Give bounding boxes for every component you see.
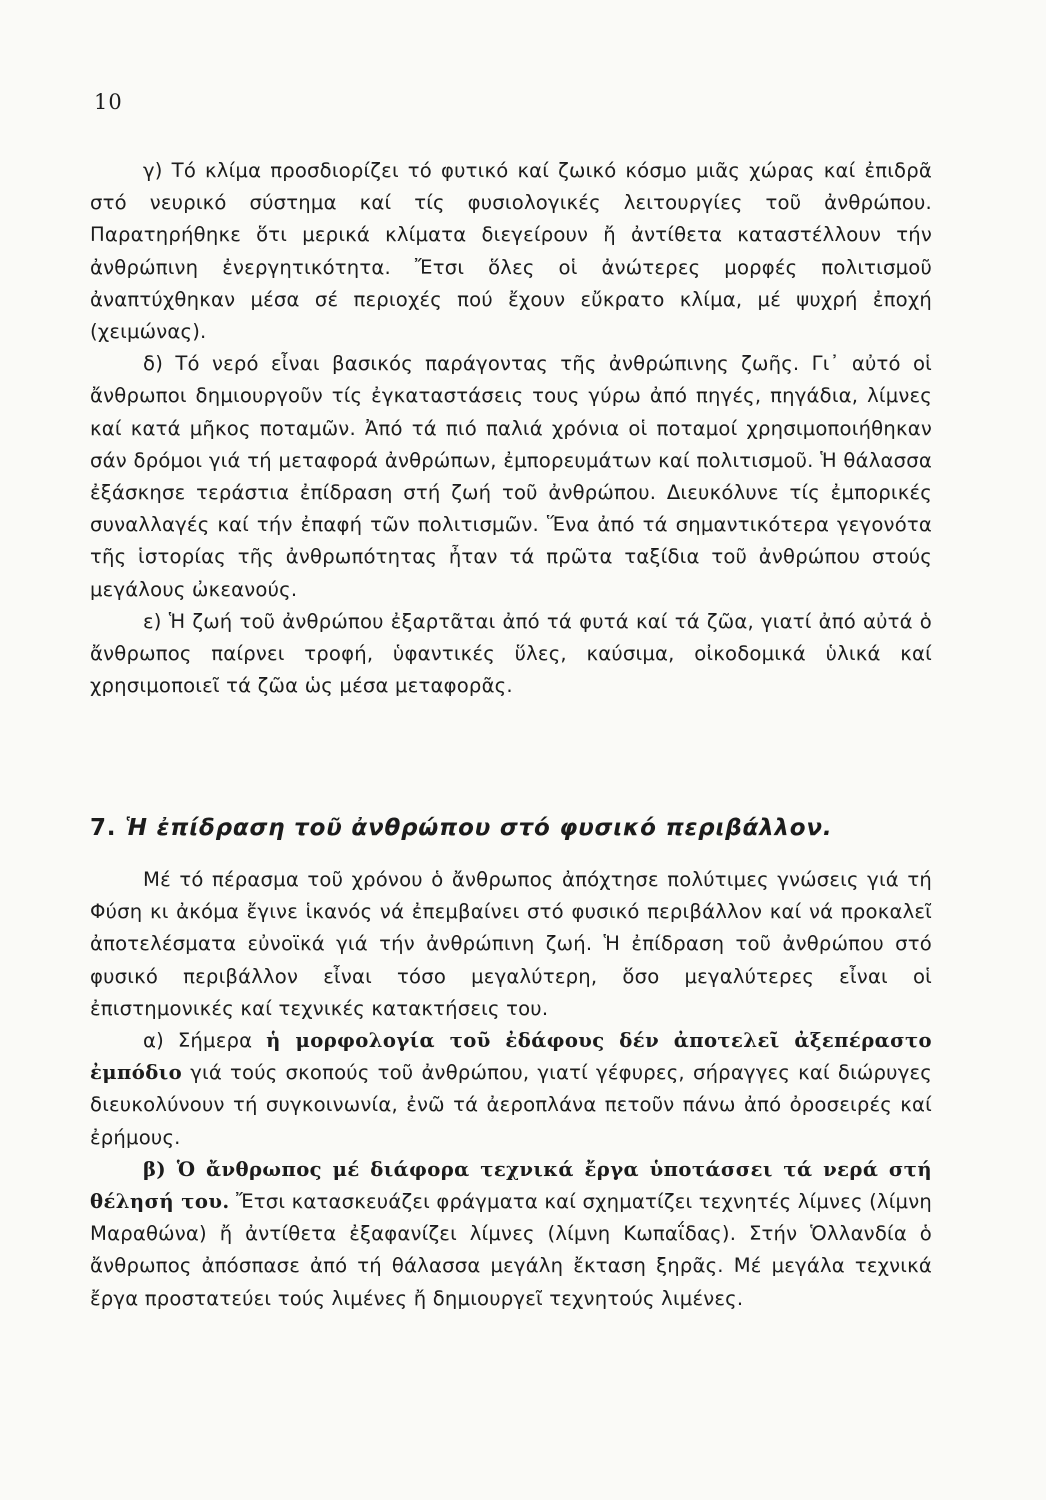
paragraph-water: δ) Τό νερό εἶναι βασικός παράγοντας τῆς ἀνθρώπινης ζωῆς. Γι᾽ αὐτό οἱ ἄνθρωποι δημιουργοῦν τίς ἐγκαταστάσεις τους γύρω ἀπό πηγές, πηγάδια, λίμνες καί κατά μῆκος ποταμῶν. Ἀπό τά πιό παλιά χρόνια οἱ ποταμοί χρησιμοποιήθηκαν σάν δρόμοι γιά τή μεταφορά ἀνθρώπων, ἐμπορευμάτων καί πολιτισμοῦ. Ἡ θάλασσα ἐξάσκησε τεράστια ἐπίδραση στή ζωή τοῦ ἀνθρώπου. Διευκόλυνε τίς ἐμπορικές συναλλαγές καί τήν ἐπαφή τῶν πολιτισμῶν. Ἕνα ἀπό τά σημαντικότερα γεγονότα τῆς ἱστορίας τῆς ἀνθρωπότητας ἦταν τά πρῶτα ταξίδια τοῦ ἀνθρώπου στούς μεγάλους ὠκεανούς. (90, 352, 932, 601)
intro-paragraph: Μέ τό πέρασμα τοῦ χρόνου ὁ ἄνθρωπος ἀπόχτησε πολύτιμες γνώσεις γιά τή Φύση κι ἀκόμα ἔγινε ἱκανός νά ἐπεμβαίνει στό φυσικό περιβάλλον καί νά προκαλεῖ ἀποτελέσματα εὐνοϊκά γιά τήν ἀνθρώπινη ζωή. Ἡ ἐπίδραση τοῦ ἀνθρώπου στό φυσικό περιβάλλον εἶναι τόσο μεγαλύτερη, ὅσο μεγαλύτερες εἶναι οἱ ἐπιστημονικές καί τεχνικές κατακτήσεις του. (90, 868, 932, 1020)
point-a-paragraph (90, 1025, 932, 1154)
point-b-rest: Ἔτσι κατασκευάζει φράγματα καί σχηματίζει τεχνητές λίμνες (λίμνη Μαραθώνα) ἤ ἀντίθετα ἐξαφανίζει λίμνες (λίμνη Κωπαΐδας). Στήν Ὁλλανδία ὁ ἄνθρωπος ἀπόσπασε ἀπό τή θάλασσα μεγάλη ἔκταση ξηρᾶς. Μέ μεγάλα τεχνικά ἔργα προστατεύει τούς λιμένες ἤ δημιουργεῖ τεχνητούς λιμένες. (90, 1190, 932, 1310)
section-title: Ἡ ἐπίδραση τοῦ ἀνθρώπου στό φυσικό περιβάλλον. (125, 815, 833, 841)
paragraph-plants-animals: ε) Ἡ ζωή τοῦ ἀνθρώπου ἐξαρτᾶται ἀπό τά φυτά καί τά ζῶα, γιατί ἀπό αὐτά ὁ ἄνθρωπος παίρνει τροφή, ὑφαντικές ὕλες, καύσιμα, οἰκοδομικά ὑλικά καί χρησιμοποιεῖ τά ζῶα ὡς μέσα μεταφορᾶς. (90, 609, 932, 698)
page-number: 10 (94, 90, 123, 114)
point-a-rest: γιά τούς σκοπούς τοῦ ἀνθρώπου, γιατί γέφυρες, σήραγγες καί διώρυγες διευκολύνουν τή συγκοινωνία, ἐνῶ τά ἀεροπλάνα πετοῦν πάνω ἀπό ὀροσειρές καί ἐρήμους. (90, 1061, 932, 1149)
point-a-prefix: α) Σήμερα (143, 1029, 267, 1053)
section-heading (90, 815, 932, 841)
section-text-block (90, 864, 932, 1315)
point-b-paragraph (90, 1154, 932, 1315)
point-b-bold: β) Ὁ ἄνθρωπος μέ διάφορα τεχνικά ἔργα ὑποτάσσει τά νερά στή θέλησή του. (90, 1157, 932, 1214)
section-number: 7. (90, 815, 117, 841)
top-text-block (90, 155, 932, 702)
paragraph-climate: γ) Τό κλίμα προσδιορίζει τό φυτικό καί ζωικό κόσμο μιᾶς χώρας καί ἐπιδρᾶ στό νευρικό σύστημα καί τίς φυσιολογικές λειτουργίες τοῦ ἀνθρώπου. Παρατηρήθηκε ὅτι μερικά κλίματα διεγείρουν ἤ ἀντίθετα καταστέλλουν τήν ἀνθρώπινη ἐνεργητικότητα. Ἔτσι ὅλες οἱ ἀνώτερες μορφές πολιτισμοῦ ἀναπτύχθηκαν μέσα σέ περιοχές πού ἔχουν εὔκρατο κλίμα, μέ ψυχρή ἐποχή (χειμώνας). (90, 159, 932, 344)
point-a-bold: ἡ μορφολογία τοῦ ἐδάφους δέν ἀποτελεῖ ἀξεπέραστο ἐμπόδιο (90, 1029, 932, 1085)
